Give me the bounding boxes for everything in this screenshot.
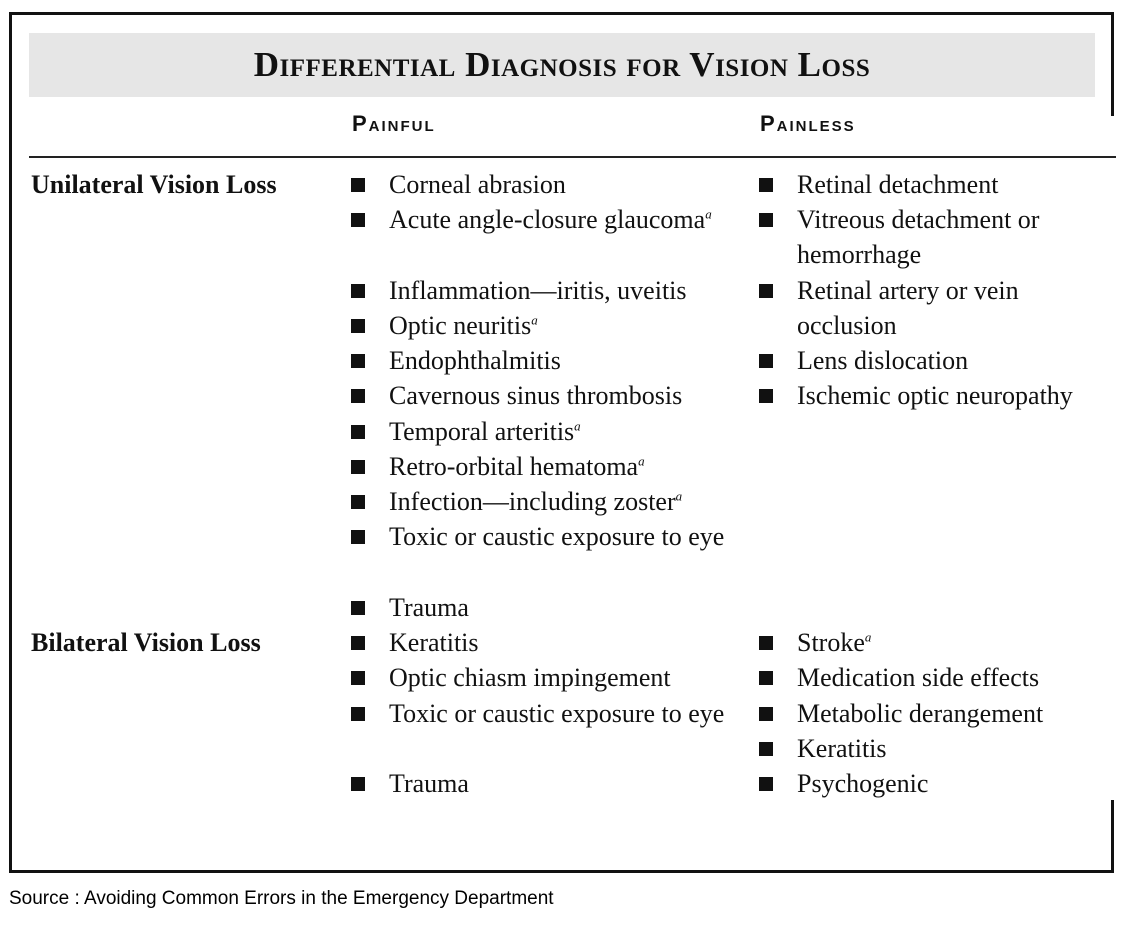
bullet-square-icon [351, 777, 365, 791]
bullet-square-icon [759, 707, 773, 721]
footnote-marker: a [675, 488, 683, 504]
list-item: Retro-orbital hematoma$^a$ [351, 449, 731, 484]
list-item: Optic chiasm impingement [351, 660, 731, 695]
bullet-square-icon [351, 354, 365, 368]
bullet-square-icon [759, 284, 773, 298]
footnote-marker: a [638, 453, 645, 469]
bullet-square-icon [759, 178, 773, 192]
frame-right-edge-bottom [1111, 800, 1114, 873]
list-item: Toxic or caustic exposure to eye [351, 696, 731, 731]
list-item: Endophthalmitis [351, 343, 731, 378]
list-item: Keratitis [351, 625, 731, 660]
list-item: Medication side effects [759, 660, 1111, 695]
footnote-marker: a [864, 629, 872, 645]
title-band [29, 33, 1095, 97]
source-citation: Source : Avoiding Common Errors in the Emergency Department [9, 888, 554, 909]
list-item: Ischemic optic neuropathy [759, 378, 1111, 413]
bullet-square-icon [351, 425, 365, 439]
column-header-painless: Painless [760, 111, 856, 136]
frame-right-edge-top [1111, 12, 1114, 116]
bullet-square-icon [759, 636, 773, 650]
list-item: Keratitis [759, 731, 1111, 766]
bullet-square-icon [351, 213, 365, 227]
bullet-square-icon [351, 460, 365, 474]
list-item: Inflammation—iritis, uveitis [351, 273, 731, 308]
footnote-marker: a [531, 312, 538, 328]
bullet-square-icon [351, 178, 365, 192]
column-header-painful: Painful [352, 111, 436, 136]
list-item: Lens dislocation [759, 343, 1111, 378]
bullet-square-icon [351, 601, 365, 615]
bullet-square-icon [351, 319, 365, 333]
list-item: Infection—including zoster$^a$ [351, 484, 731, 519]
list-item: Corneal abrasion [351, 167, 731, 202]
list-item: Retinal detachment [759, 167, 1111, 202]
row-label-unilateral: Unilateral Vision Loss [31, 170, 277, 199]
list-item: Retinal artery or vein occlusion [759, 273, 1111, 343]
footnote-marker: a [705, 206, 712, 222]
table-title: Differential Diagnosis for Vision Loss [253, 45, 871, 84]
list-item: Toxic or caustic exposure to eye [351, 519, 731, 554]
list-item: Psychogenic [759, 766, 1111, 801]
bullet-square-icon [759, 777, 773, 791]
bullet-square-icon [759, 213, 773, 227]
bullet-square-icon [351, 707, 365, 721]
header-divider [29, 156, 1116, 158]
bullet-square-icon [759, 671, 773, 685]
footnote-marker: a [574, 418, 581, 434]
bullet-square-icon [351, 389, 365, 403]
bullet-square-icon [351, 530, 365, 544]
bullet-square-icon [351, 495, 365, 509]
bullet-square-icon [351, 636, 365, 650]
bullet-square-icon [759, 389, 773, 403]
list-item: Vitreous detachment or hemorrhage [759, 202, 1111, 272]
list-item: Acute angle-closure glaucoma$^a$ [351, 202, 731, 237]
list-item: Temporal arteritis$^a$ [351, 414, 731, 449]
list-item: Cavernous sinus thrombosis [351, 378, 731, 413]
row-label-bilateral: Bilateral Vision Loss [31, 628, 261, 657]
bullet-square-icon [759, 742, 773, 756]
list-item: Stroke$^a$ [759, 625, 1111, 660]
list-item: Trauma [351, 766, 731, 801]
list-item: Trauma [351, 590, 731, 625]
bullet-square-icon [351, 671, 365, 685]
list-item: Metabolic derangement [759, 696, 1111, 731]
bullet-square-icon [759, 354, 773, 368]
list-item: Optic neuritis$^a$ [351, 308, 731, 343]
bullet-square-icon [351, 284, 365, 298]
